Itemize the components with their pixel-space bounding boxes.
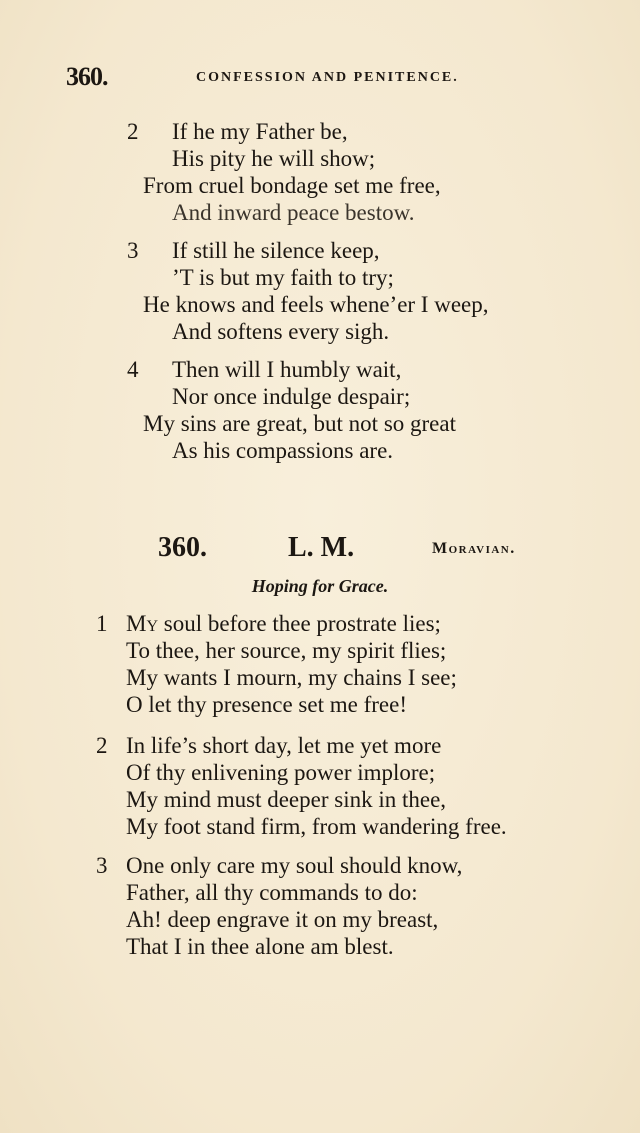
stanza-number: 2 <box>96 733 108 758</box>
hymn-meter: L. M. <box>288 532 355 563</box>
verse-line: From cruel bondage set me free, <box>143 173 441 198</box>
verse-line: Father, all thy commands to do: <box>126 880 418 905</box>
verse-line: He knows and feels whene’er I weep, <box>143 292 489 317</box>
verse-line: O let thy presence set me free! <box>126 692 407 717</box>
verse-line-rest: soul before thee prostrate lies; <box>158 611 441 636</box>
verse-line: Of thy enlivening power implore; <box>126 760 436 785</box>
hymn-subtitle: Hoping for Grace. <box>251 576 389 596</box>
verse-line: And inward peace bestow. <box>172 200 415 225</box>
verse-line: One only care my soul should know, <box>126 853 463 878</box>
running-head <box>66 62 566 92</box>
stanza-number: 1 <box>96 611 108 636</box>
verse-line: My foot stand firm, from wandering free. <box>126 814 507 839</box>
verse-line: Then will I humbly wait, <box>172 357 402 382</box>
verse-line: ’T is but my faith to try; <box>172 265 394 290</box>
verse-line: That I in thee alone am blest. <box>126 934 394 959</box>
stanza-number: 2 <box>127 119 139 144</box>
stanza-number: 3 <box>127 238 139 263</box>
verse-line: To thee, her source, my spirit flies; <box>126 638 447 663</box>
running-title: CONFESSION AND PENITENCE. <box>196 70 459 85</box>
hymn-number: 360. <box>158 532 207 563</box>
verse-line: As his compassions are. <box>172 438 394 463</box>
verse-line: His pity he will show; <box>172 146 376 171</box>
verse-line: If he my Father be, <box>172 119 348 144</box>
page-number: 360. <box>66 62 108 91</box>
hymn-stanza-1 <box>0 610 640 720</box>
verse-line: In life’s short day, let me yet more <box>126 733 442 758</box>
hymn-stanza-3 <box>0 852 640 962</box>
stanza-number: 4 <box>127 357 139 382</box>
hymn-stanza-2 <box>0 732 640 842</box>
stanza-number: 3 <box>96 853 108 878</box>
verse-line <box>126 610 441 637</box>
verse-line: My wants I mourn, my chains I see; <box>126 665 457 690</box>
prev-stanza-2 <box>0 118 640 228</box>
verse-line: And softens every sigh. <box>172 319 390 344</box>
prev-stanza-3 <box>0 237 640 347</box>
verse-line: If still he silence keep, <box>172 238 380 263</box>
prev-stanza-4 <box>0 356 640 466</box>
hymn-tune: Moravian. <box>432 540 516 557</box>
verse-line: Ah! deep engrave it on my breast, <box>126 907 439 932</box>
verse-line: My mind must deeper sink in thee, <box>126 787 447 812</box>
drop-word: My <box>126 611 159 636</box>
hymn-heading <box>0 532 640 568</box>
verse-line: Nor once indulge despair; <box>172 384 411 409</box>
verse-line: My sins are great, but not so great <box>143 411 456 436</box>
